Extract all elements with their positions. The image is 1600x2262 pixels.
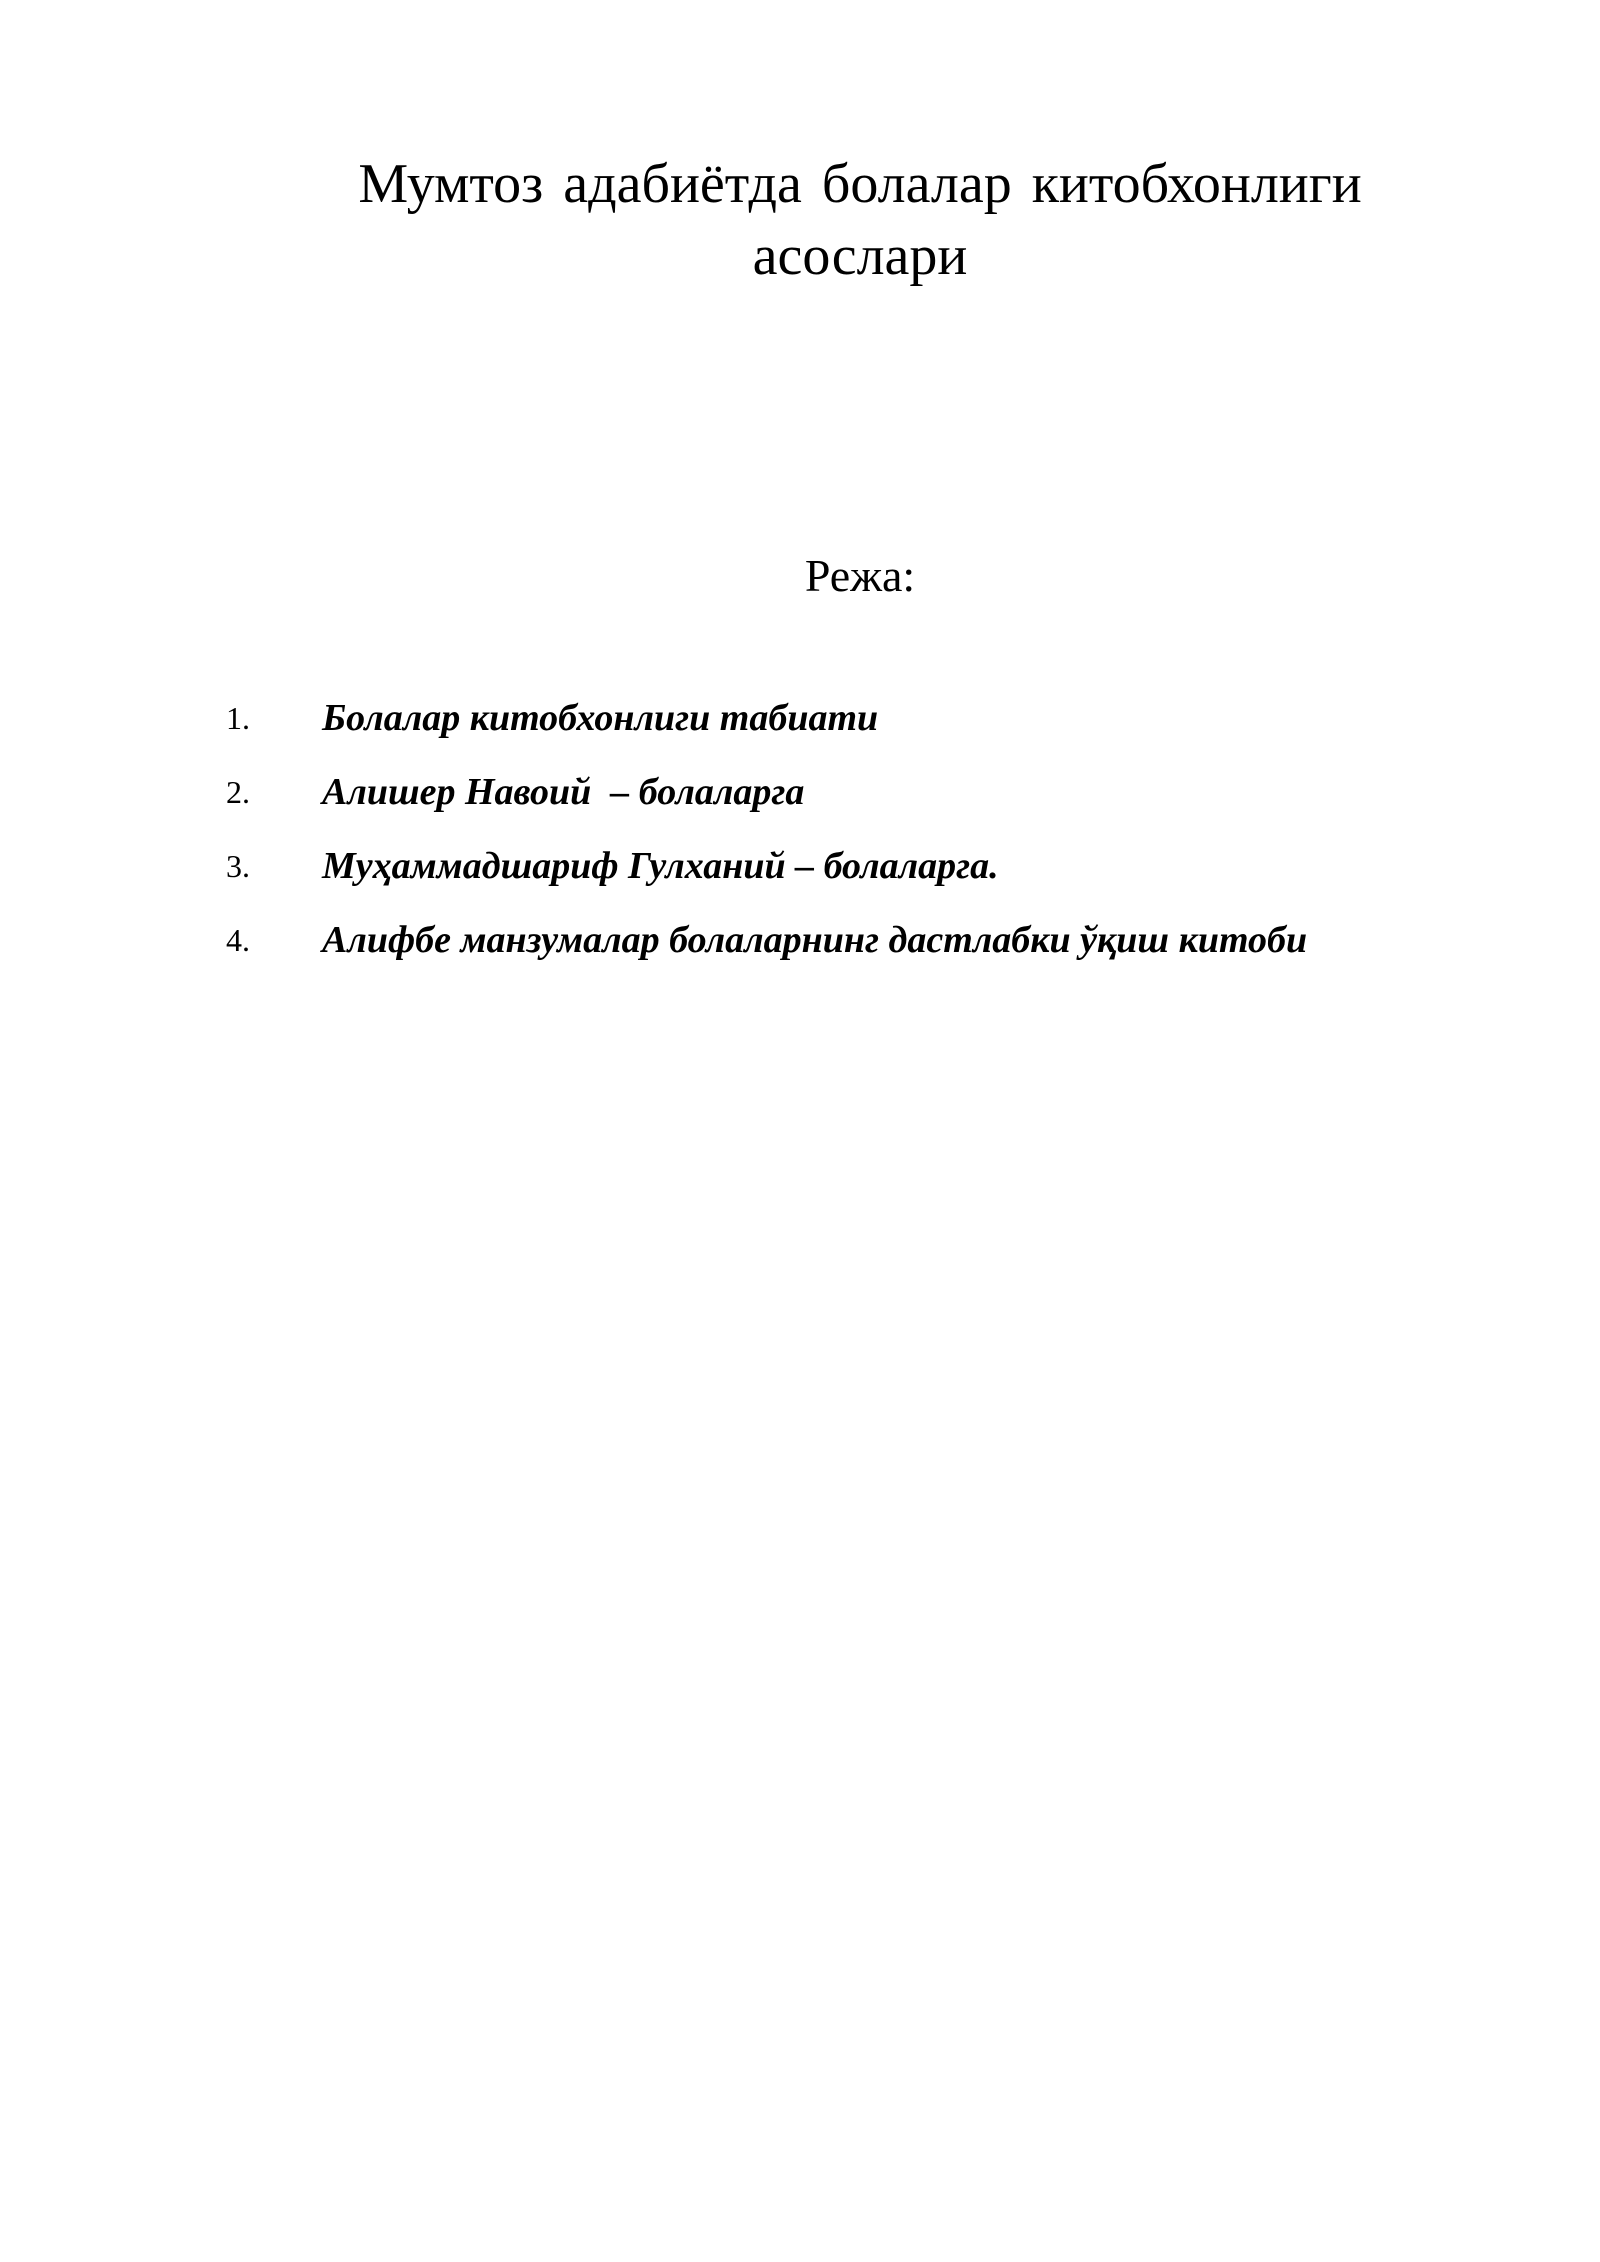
list-item	[0, 838, 1600, 912]
plan-heading: Режа:	[804, 550, 916, 601]
list-item-text: Алифбе манзумалар болаларнинг дастлабки ўқиш китоби	[322, 919, 1308, 961]
list-item-number: 1.	[226, 700, 250, 736]
list-item	[0, 912, 1600, 986]
title-line-2: асослари	[752, 225, 968, 287]
plan-list	[0, 690, 1600, 986]
title-line-1: Мумтоз адабиётда болалар китобхонлиги	[358, 153, 1362, 215]
list-item-text: Алишер Навоий – болаларга	[322, 771, 805, 813]
list-item-number: 4.	[226, 922, 250, 958]
document-title	[250, 148, 1470, 292]
list-item-text: Муҳаммадшариф Гулханий – болаларга.	[322, 845, 999, 887]
list-item-number: 2.	[226, 774, 250, 810]
list-item	[0, 764, 1600, 838]
list-item	[0, 690, 1600, 764]
list-item-text: Болалар китобхонлиги табиати	[322, 697, 879, 739]
list-item-number: 3.	[226, 848, 250, 884]
